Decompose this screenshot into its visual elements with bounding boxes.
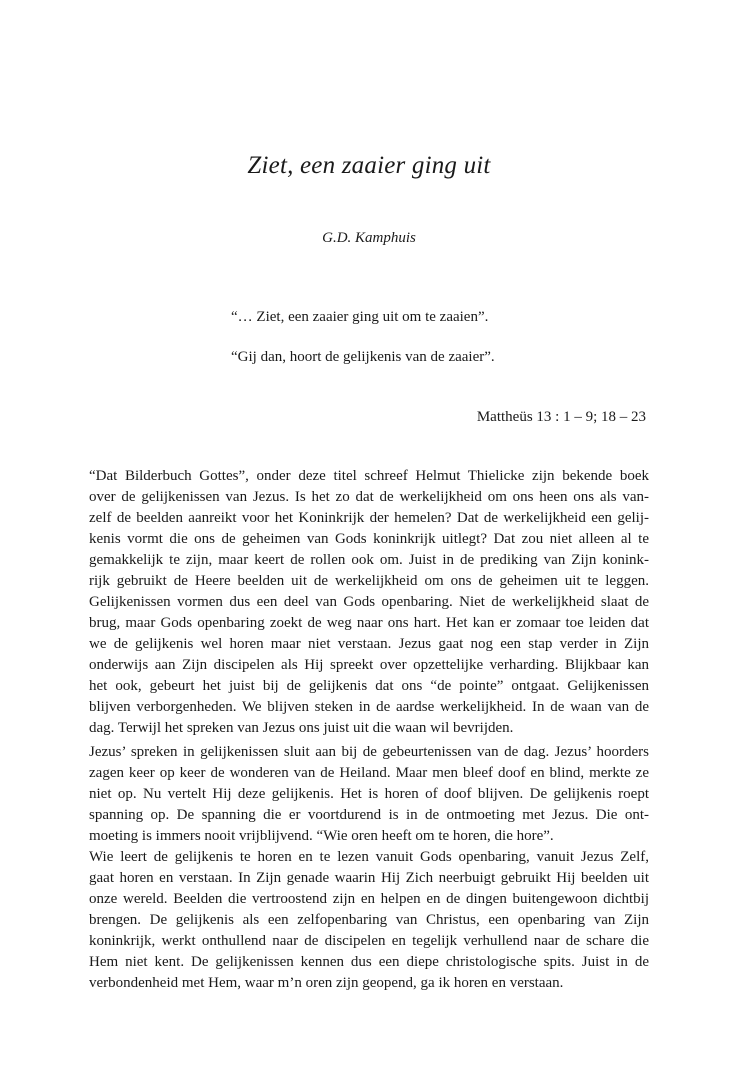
text-line: moeting is immers nooit vrijblijvend. “Wie oren heeft om te horen, die hore”. bbox=[89, 828, 554, 844]
text-line: brug, maar Gods openbaring zoekt de weg naar ons hart. Het kan er zomaar toe leiden dat bbox=[89, 615, 649, 631]
text-line: onze wereld. Beelden die vertroostend zijn en helpen en de dingen buitengewoon dichtbij bbox=[89, 891, 649, 907]
paragraph-1 bbox=[89, 466, 649, 739]
text-line: onderwijs aan Zijn discipelen als Hij spreekt over opzettelijke verharding. Blijkbaar kan bbox=[89, 657, 649, 673]
text-line: blijven verborgenheden. We blijven steken in de aardse werkelijkheid. In de waan van de bbox=[89, 699, 649, 715]
author-name: G.D. Kamphuis bbox=[322, 230, 416, 246]
text-line: het ook, gebeurt het juist bij de gelijkenis dat ons “de pointe” ontgaat. Gelijkenissen bbox=[89, 678, 649, 694]
text-line: “Dat Bilderbuch Gottes”, onder deze titel schreef Helmut Thielicke zijn bekende boek bbox=[89, 468, 649, 484]
text-line: gaat horen en verstaan. In Zijn genade waarin Hij Zich neerbuigt gebruikt Hij beelden uit bbox=[89, 870, 649, 886]
paragraph-2 bbox=[89, 742, 649, 994]
text-line: zelf de beelden aanreikt voor het Koninkrijk der hemelen? Dat de werkelijkheid een gelij- bbox=[89, 510, 649, 526]
text-line: koninkrijk, werkt onthullend naar de discipelen en tegelijk verhullend naar de schare die bbox=[89, 933, 649, 949]
text-line: zagen keer op keer de wonderen van de Heiland. Maar men bleef doof en blind, merkte ze bbox=[89, 765, 649, 781]
text-line: rijk gebruikt de Heere beelden uit de werkelijkheid om ons de geheimen uit te leggen. bbox=[89, 573, 649, 589]
text-line: Gelijkenissen vormen dus een deel van Gods openbaring. Niet de werkelijkheid slaat de bbox=[89, 594, 649, 610]
epigraph-quote-2: “Gij dan, hoort de gelijkenis van de zaaier”. bbox=[231, 349, 495, 365]
text-line: we de gelijkenis wel horen maar niet verstaan. Jezus gaat nog een stap verder in Zijn bbox=[89, 636, 649, 652]
text-line: niet op. Nu vertelt Hij deze gelijkenis. Het is horen of doof blijven. De gelijkenis roept bbox=[89, 786, 649, 802]
text-line: gemakkelijk te zijn, maar keert de rollen ook om. Juist in de prediking van Zijn konink- bbox=[89, 552, 649, 568]
scripture-reference: Mattheüs 13 : 1 – 9; 18 – 23 bbox=[476, 409, 646, 425]
article-title: Ziet, een zaaier ging uit bbox=[247, 152, 491, 179]
text-line: Wie leert de gelijkenis te horen en te lezen vanuit Gods openbaring, vanuit Jezus Zelf, bbox=[89, 849, 649, 865]
text-line: kenis vormt die ons de geheimen van Gods koninkrijk uitlegt? Dat zou niet alleen al te bbox=[89, 531, 649, 547]
text-line: verbondenheid met Hem, waar m’n oren zijn geopend, ga ik horen en verstaan. bbox=[89, 975, 564, 991]
text-line: dag. Terwijl het spreken van Jezus ons juist uit die waan wil bevrijden. bbox=[89, 720, 514, 736]
text-line: spanning op. De spanning die er voortdurend is in de ontmoeting met Jezus. Die ont- bbox=[89, 807, 649, 823]
epigraph-quote-1: “… Ziet, een zaaier ging uit om te zaaien”. bbox=[231, 309, 489, 325]
text-line: brengen. De gelijkenis als een zelfopenbaring van Christus, een openbaring van Zijn bbox=[89, 912, 649, 928]
text-line: Jezus’ spreken in gelijkenissen sluit aan bij de gebeurtenissen van de dag. Jezus’ hoorders bbox=[89, 744, 649, 760]
text-line: Hem niet kent. De gelijkenissen kennen dus een diepe christologische spits. Juist in de bbox=[89, 954, 649, 970]
text-line: over de gelijkenissen van Jezus. Is het zo dat de werkelijkheid om ons heen ons als van- bbox=[89, 489, 649, 505]
